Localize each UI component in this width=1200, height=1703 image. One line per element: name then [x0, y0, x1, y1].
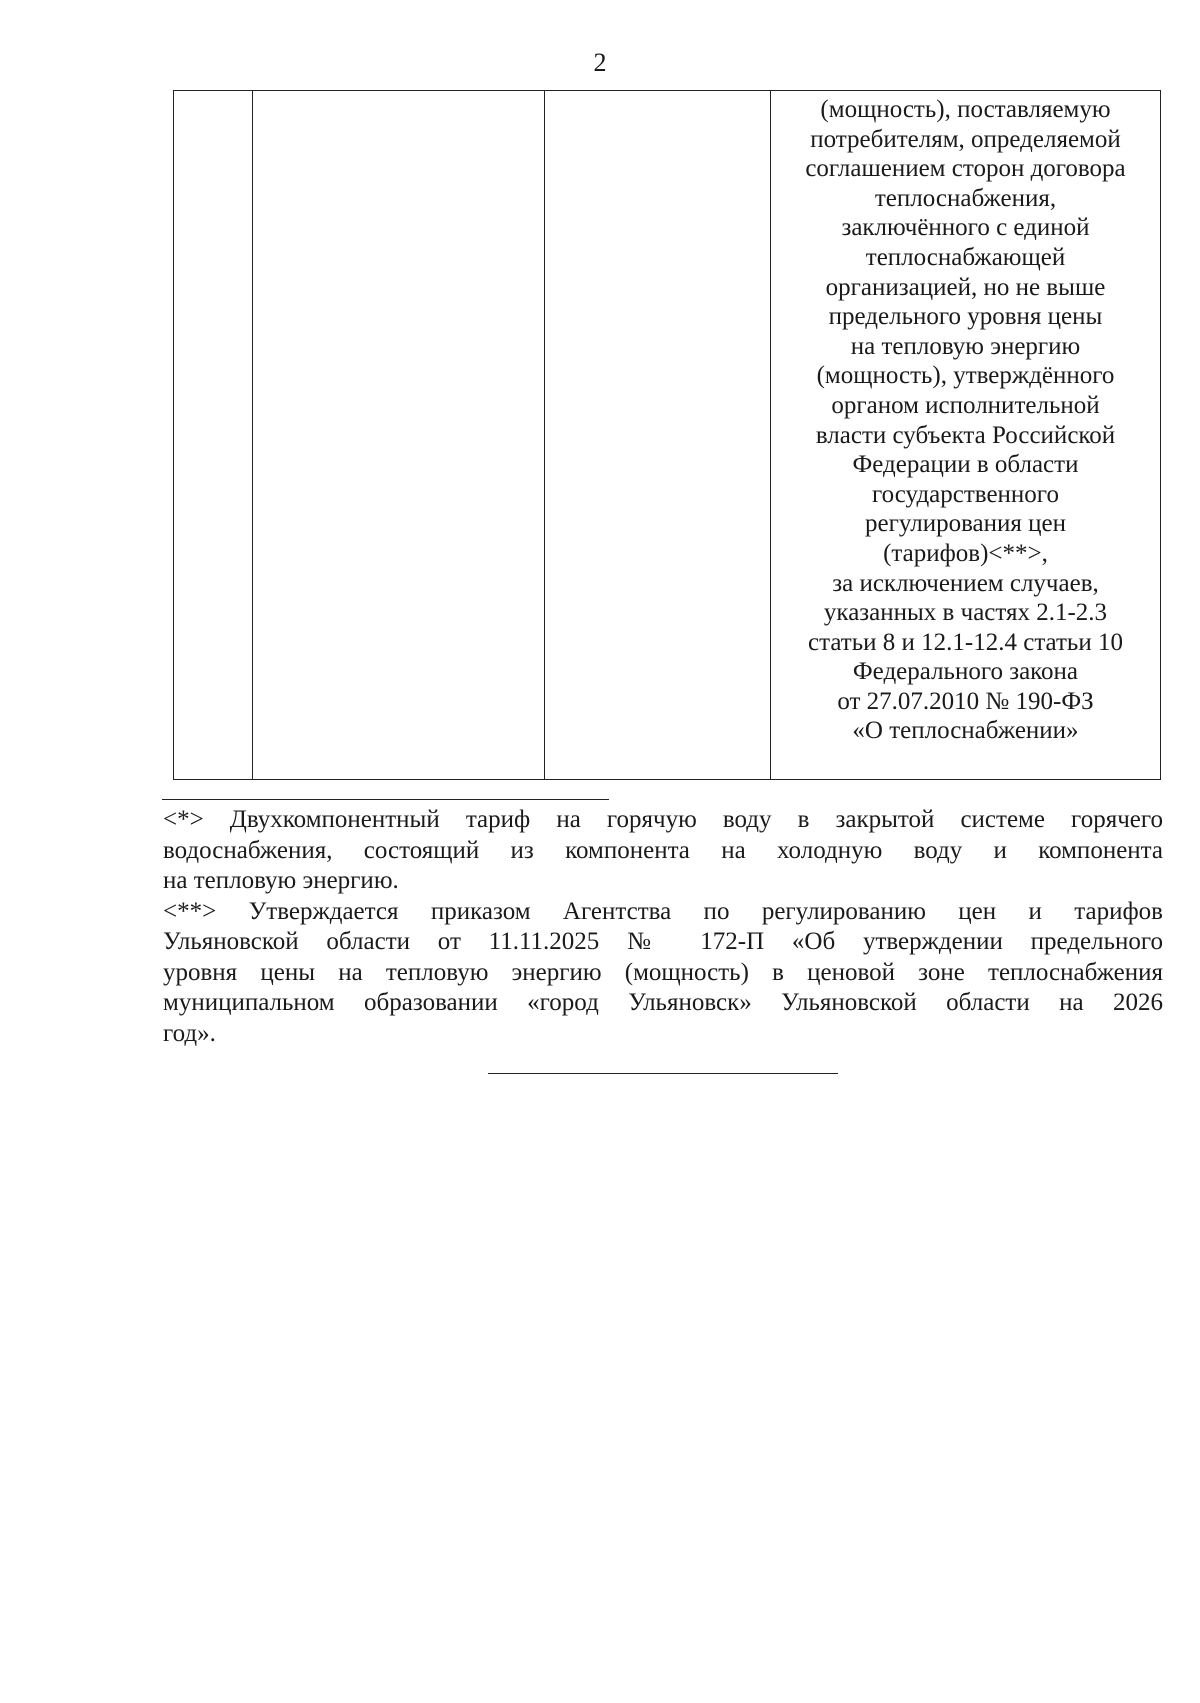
cell-line: статьи 8 и 12.1-12.4 статьи 10 [808, 628, 1123, 656]
cell-line: Федерального закона [852, 658, 1079, 686]
cell-line: соглашением сторон договора [805, 155, 1126, 183]
cell-line: «О теплоснабжении» [852, 717, 1079, 745]
cell-line: теплоснабжения, [874, 184, 1057, 212]
cell-line: (мощность), поставляемую [820, 96, 1111, 123]
cell-line: регулирования цен [864, 510, 1067, 538]
footnote-line: уровня цены на тепловую энергию (мощность) в ценовой зоне теплоснабжения [163, 958, 1163, 986]
footnote-double-asterisk [163, 897, 1163, 1050]
cell-line: власти субъекта Российской [815, 421, 1116, 449]
footnote-line: <**> Утверждается приказом Агентства по регулированию цен и тарифов [163, 897, 1163, 925]
tariff-table-continuation [173, 90, 1161, 780]
footnotes [163, 805, 1163, 1049]
cell-line: Федерации в области [852, 451, 1079, 479]
cell-line: от 27.07.2010 № 190-ФЗ [837, 687, 1094, 715]
cell-line: (тарифов)<**>, [883, 539, 1048, 567]
footnote-line: Ульяновской области от 11.11.2025 № 172-П «Об утверждении предельного [163, 928, 1163, 955]
footnote-line: год». [163, 1019, 216, 1047]
footnote-separator [162, 799, 609, 800]
page-number: 2 [593, 48, 607, 77]
table-cell-note-text [805, 95, 1125, 779]
cell-line: организацией, но не выше [825, 273, 1106, 301]
table-cell-note [771, 91, 1160, 779]
footnote-line: <*> Двухкомпонентный тариф на горячую воду в закрытой системе горячего [163, 806, 1163, 833]
cell-line: на тепловую энергию [850, 332, 1081, 360]
footnote-line: водоснабжения, состоящий из компонента на холодную воду и компонента [163, 836, 1163, 864]
cell-line: государственного [872, 480, 1059, 508]
cell-line: указанных в частях 2.1-2.3 [823, 599, 1108, 627]
footnote-line: на тепловую энергию. [163, 867, 399, 894]
table-cell-name [253, 91, 545, 779]
footnote-single-asterisk [163, 805, 1163, 897]
footnote-line: муниципальном образовании «город Ульяновск» Ульяновской области на 2026 [163, 989, 1163, 1016]
cell-line: заключённого с единой [841, 214, 1090, 242]
table-cell-value [545, 91, 771, 779]
cell-line: органом исполнительной [831, 391, 1100, 419]
cell-line: за исключением случаев, [832, 569, 1099, 597]
table-cell-number [174, 91, 253, 779]
cell-line: (мощность), утверждённого [816, 362, 1115, 390]
cell-line: потребителям, определяемой [810, 125, 1121, 153]
cell-line: предельного уровня цены [828, 303, 1103, 331]
end-of-document-rule [488, 1073, 838, 1074]
cell-line: теплоснабжающей [865, 243, 1066, 271]
